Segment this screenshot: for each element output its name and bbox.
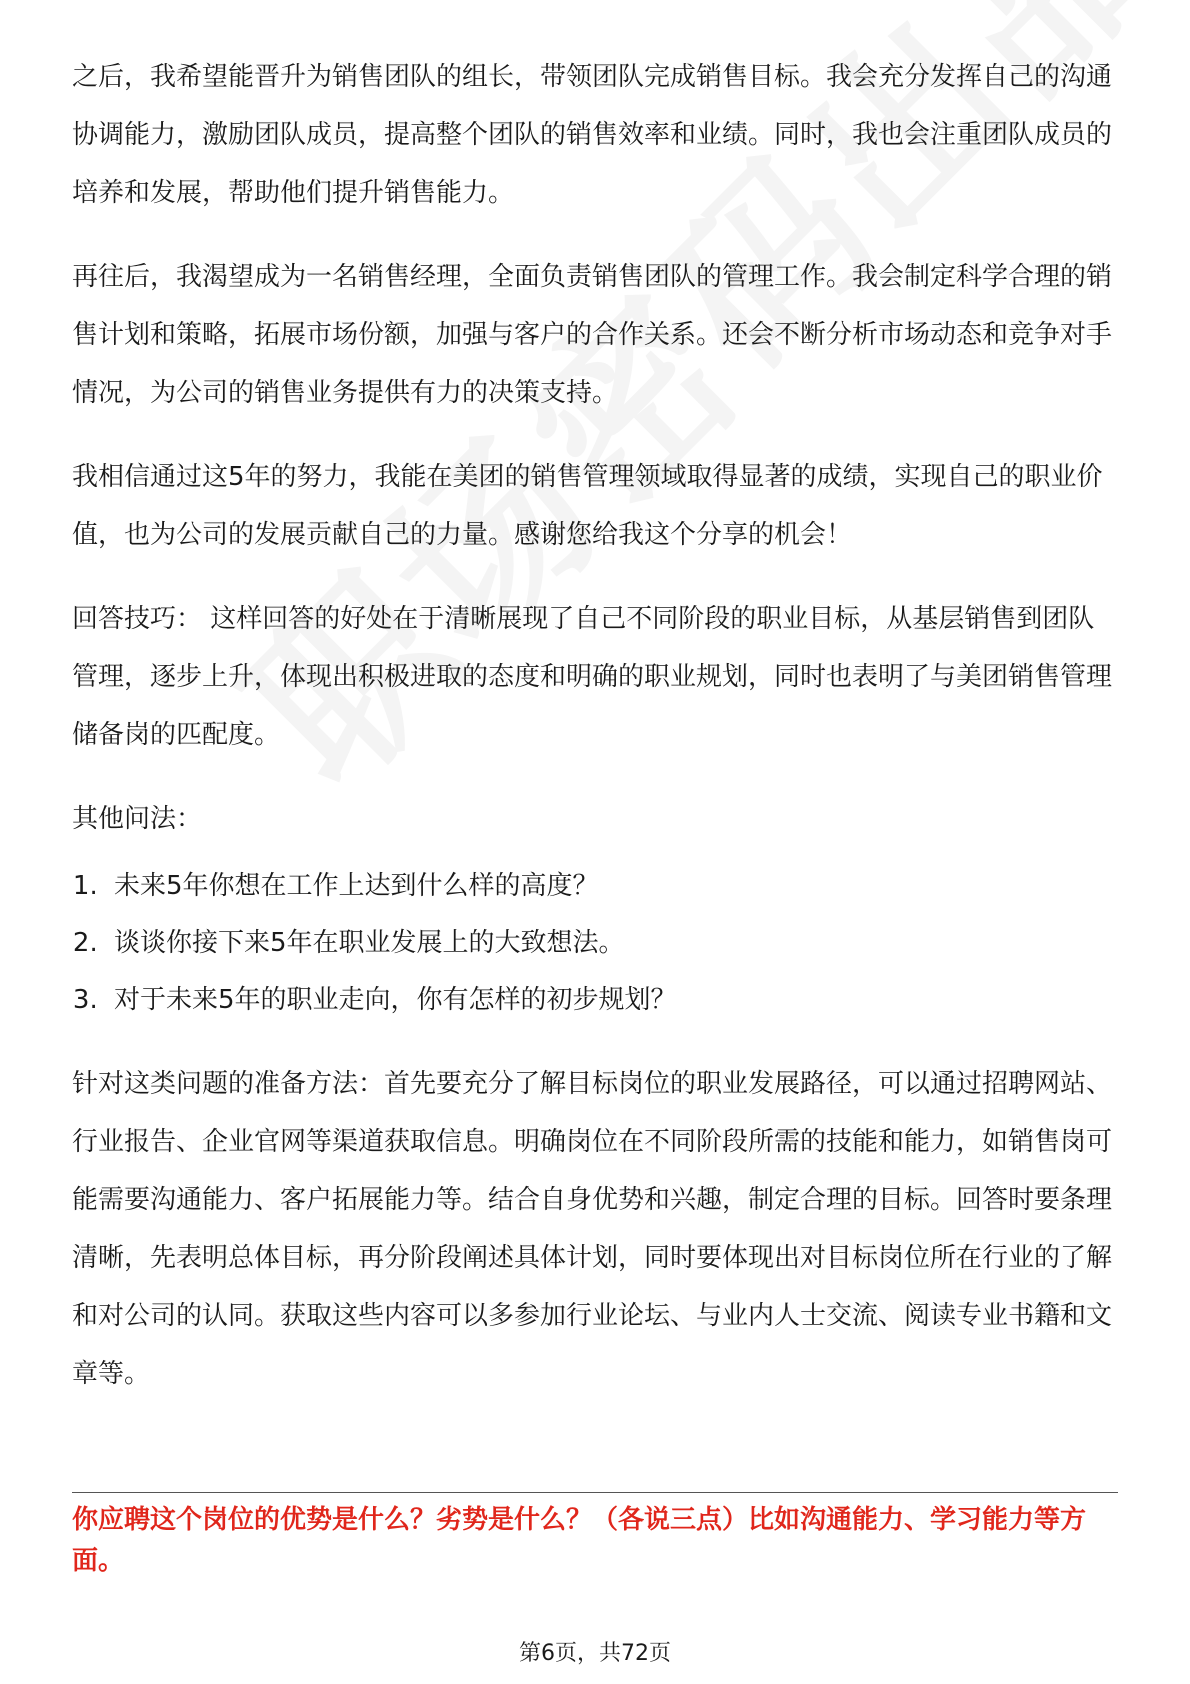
list-item: 3. 对于未来5年的职业走向，你有怎样的初步规划？ — [106, 972, 1118, 1029]
paragraph-preparation: 针对这类问题的准备方法：首先要充分了解目标岗位的职业发展路径，可以通过招聘网站、行业报告、企业官网等渠道获取信息。明确岗位在不同阶段所需的技能和能力，如销售岗可能需要沟通能力、客户拓展能力等。结合自身优势和兴趣，制定合理的目标。回答时要条理清晰，先表明总体目标，再分阶段阐述具体计划，同时要体现出对目标岗位所在行业的了解和对公司的认同。获取这些内容可以多参加行业论坛、与业内人士交流、阅读专业书籍和文章等。 — [72, 1069, 1113, 1389]
other-questions-label: 其他问法： — [72, 804, 203, 834]
paragraph-conclusion: 我相信通过这5年的努力，我能在美团的销售管理领域取得显著的成绩，实现自己的职业价值，也为公司的发展贡献自己的力量。感谢您给我这个分享的机会！ — [72, 462, 1103, 550]
paragraph-answer-tips: 回答技巧： 这样回答的好处在于清晰展现了自己不同阶段的职业目标，从基层销售到团队管理，逐步上升，体现出积极进取的态度和明确的职业规划，同时也表明了与美团销售管理储备岗的匹配度。 — [72, 604, 1113, 750]
page-number: 第6页，共72页 — [519, 1641, 671, 1666]
paragraph-manager: 再往后，我渴望成为一名销售经理，全面负责销售团队的管理工作。我会制定科学合理的销售计划和策略，拓展市场份额，加强与客户的合作关系。还会不断分析市场动态和竞争对手情况，为公司的销售业务提供有力的决策支持。 — [72, 262, 1113, 408]
document-body — [72, 48, 1118, 1429]
other-questions-list — [72, 858, 1118, 1029]
list-item: 2. 谈谈你接下来5年在职业发展上的大致想法。 — [106, 915, 1118, 972]
list-item: 1. 未来5年你想在工作上达到什么样的高度？ — [106, 858, 1118, 915]
next-question-heading: 你应聘这个岗位的优势是什么？劣势是什么？（各说三点）比如沟通能力、学习能力等方面。 — [72, 1505, 1087, 1576]
paragraph-promotion: 之后，我希望能晋升为销售团队的组长，带领团队完成销售目标。我会充分发挥自己的沟通协调能力，激励团队成员，提高整个团队的销售效率和业绩。同时，我也会注重团队成员的培养和发展，帮助他们提升销售能力。 — [72, 62, 1113, 208]
section-divider — [72, 1492, 1118, 1493]
